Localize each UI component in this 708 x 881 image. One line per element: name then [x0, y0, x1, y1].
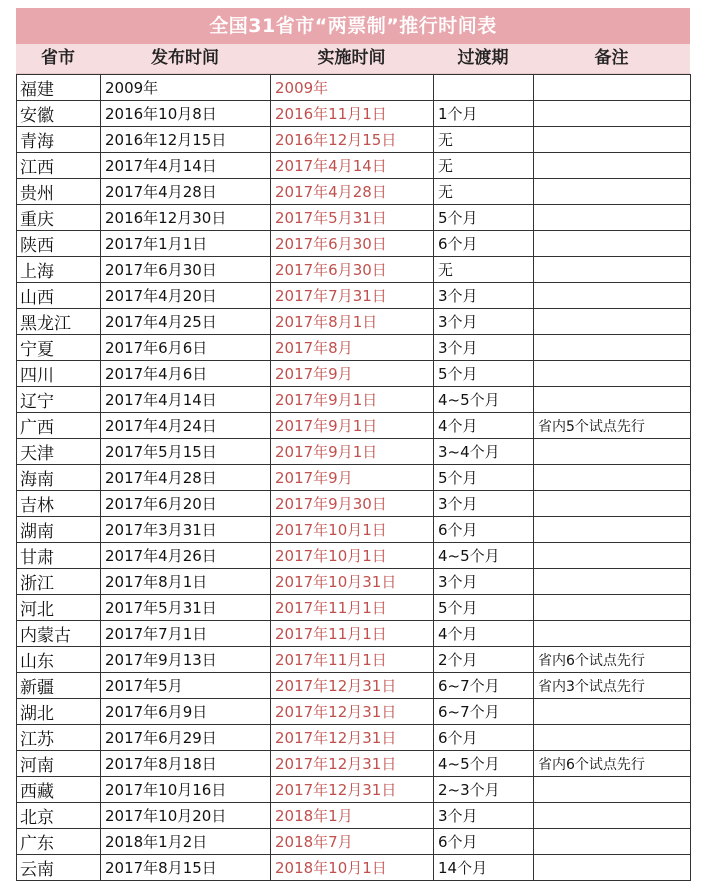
cell-publish-date: 2017年10月16日 — [101, 777, 271, 803]
cell-note — [534, 777, 691, 803]
schedule-sheet — [16, 8, 690, 881]
cell-note — [534, 855, 691, 881]
cell-publish-date: 2017年6月6日 — [101, 335, 271, 361]
cell-province: 青海 — [17, 127, 101, 153]
table-row — [17, 153, 691, 179]
cell-note — [534, 75, 691, 101]
table-row — [17, 465, 691, 491]
table-row — [17, 361, 691, 387]
cell-publish-date: 2017年4月26日 — [101, 543, 271, 569]
cell-province: 山东 — [17, 647, 101, 673]
cell-implement-date: 2017年12月31日 — [271, 673, 434, 699]
cell-province: 西藏 — [17, 777, 101, 803]
cell-publish-date: 2017年7月1日 — [101, 621, 271, 647]
cell-publish-date: 2017年6月29日 — [101, 725, 271, 751]
table-title: 全国31省市“两票制”推行时间表 — [16, 8, 690, 44]
cell-note: 省内3个试点先行 — [534, 673, 691, 699]
cell-transition: 3个月 — [434, 335, 534, 361]
cell-transition: 3~4个月 — [434, 439, 534, 465]
cell-note — [534, 803, 691, 829]
cell-province: 内蒙古 — [17, 621, 101, 647]
table-row — [17, 205, 691, 231]
cell-publish-date: 2017年8月1日 — [101, 569, 271, 595]
cell-transition: 无 — [434, 153, 534, 179]
cell-publish-date: 2016年12月30日 — [101, 205, 271, 231]
cell-publish-date: 2017年4月14日 — [101, 153, 271, 179]
cell-province: 四川 — [17, 361, 101, 387]
table-row — [17, 725, 691, 751]
cell-transition: 3个月 — [434, 283, 534, 309]
cell-note: 省内5个试点先行 — [534, 413, 691, 439]
cell-implement-date: 2017年6月30日 — [271, 257, 434, 283]
cell-province: 广西 — [17, 413, 101, 439]
cell-publish-date: 2017年9月13日 — [101, 647, 271, 673]
cell-transition: 4~5个月 — [434, 387, 534, 413]
cell-publish-date: 2017年5月31日 — [101, 595, 271, 621]
cell-note — [534, 387, 691, 413]
cell-implement-date: 2018年7月 — [271, 829, 434, 855]
cell-implement-date: 2017年11月1日 — [271, 647, 434, 673]
table-row — [17, 751, 691, 777]
cell-transition: 5个月 — [434, 361, 534, 387]
cell-implement-date: 2017年11月1日 — [271, 595, 434, 621]
cell-transition: 4~5个月 — [434, 751, 534, 777]
cell-note — [534, 127, 691, 153]
cell-publish-date: 2017年8月18日 — [101, 751, 271, 777]
cell-implement-date: 2017年12月31日 — [271, 699, 434, 725]
table-row — [17, 387, 691, 413]
cell-transition: 5个月 — [434, 595, 534, 621]
cell-transition: 1个月 — [434, 101, 534, 127]
cell-implement-date: 2017年12月31日 — [271, 725, 434, 751]
cell-province: 广东 — [17, 829, 101, 855]
cell-publish-date: 2017年4月24日 — [101, 413, 271, 439]
cell-publish-date: 2017年4月20日 — [101, 283, 271, 309]
table-row — [17, 75, 691, 101]
cell-implement-date: 2009年 — [271, 75, 434, 101]
cell-note — [534, 517, 691, 543]
cell-note — [534, 595, 691, 621]
cell-note — [534, 829, 691, 855]
cell-note: 省内6个试点先行 — [534, 751, 691, 777]
cell-transition: 4~5个月 — [434, 543, 534, 569]
cell-implement-date: 2017年9月1日 — [271, 413, 434, 439]
schedule-table — [16, 74, 691, 881]
cell-publish-date: 2017年4月6日 — [101, 361, 271, 387]
table-body — [17, 75, 691, 881]
table-row — [17, 335, 691, 361]
cell-publish-date: 2017年6月9日 — [101, 699, 271, 725]
cell-note — [534, 465, 691, 491]
cell-implement-date: 2017年4月14日 — [271, 153, 434, 179]
cell-province: 河北 — [17, 595, 101, 621]
table-row — [17, 413, 691, 439]
table-row — [17, 595, 691, 621]
cell-implement-date: 2018年1月 — [271, 803, 434, 829]
cell-note: 省内6个试点先行 — [534, 647, 691, 673]
cell-publish-date: 2017年8月15日 — [101, 855, 271, 881]
cell-province: 陕西 — [17, 231, 101, 257]
cell-transition: 无 — [434, 257, 534, 283]
cell-publish-date: 2017年6月30日 — [101, 257, 271, 283]
cell-note — [534, 101, 691, 127]
cell-transition: 6个月 — [434, 725, 534, 751]
cell-note — [534, 543, 691, 569]
cell-province: 吉林 — [17, 491, 101, 517]
cell-implement-date: 2017年7月31日 — [271, 283, 434, 309]
cell-implement-date: 2017年9月 — [271, 465, 434, 491]
table-row — [17, 621, 691, 647]
cell-implement-date: 2017年12月31日 — [271, 751, 434, 777]
cell-publish-date: 2017年4月28日 — [101, 179, 271, 205]
cell-transition: 3个月 — [434, 309, 534, 335]
cell-implement-date: 2017年11月1日 — [271, 621, 434, 647]
cell-publish-date: 2016年10月8日 — [101, 101, 271, 127]
table-row — [17, 673, 691, 699]
cell-publish-date: 2009年 — [101, 75, 271, 101]
cell-implement-date: 2017年9月1日 — [271, 387, 434, 413]
cell-province: 重庆 — [17, 205, 101, 231]
table-row — [17, 257, 691, 283]
table-row — [17, 309, 691, 335]
cell-transition: 5个月 — [434, 205, 534, 231]
cell-transition: 6~7个月 — [434, 673, 534, 699]
cell-note — [534, 335, 691, 361]
cell-province: 北京 — [17, 803, 101, 829]
table-row — [17, 855, 691, 881]
cell-note — [534, 439, 691, 465]
cell-province: 贵州 — [17, 179, 101, 205]
cell-note — [534, 231, 691, 257]
cell-implement-date: 2017年10月31日 — [271, 569, 434, 595]
cell-province: 安徽 — [17, 101, 101, 127]
cell-implement-date: 2017年10月1日 — [271, 517, 434, 543]
table-row — [17, 517, 691, 543]
table-row — [17, 283, 691, 309]
cell-note — [534, 179, 691, 205]
cell-province: 浙江 — [17, 569, 101, 595]
cell-note — [534, 309, 691, 335]
cell-transition: 3个月 — [434, 569, 534, 595]
cell-note — [534, 153, 691, 179]
cell-province: 黑龙江 — [17, 309, 101, 335]
cell-publish-date: 2017年1月1日 — [101, 231, 271, 257]
cell-transition: 4个月 — [434, 621, 534, 647]
cell-transition: 6~7个月 — [434, 699, 534, 725]
cell-implement-date: 2017年5月31日 — [271, 205, 434, 231]
cell-implement-date: 2017年10月1日 — [271, 543, 434, 569]
cell-implement-date: 2017年9月1日 — [271, 439, 434, 465]
cell-transition: 4个月 — [434, 413, 534, 439]
cell-publish-date: 2017年6月20日 — [101, 491, 271, 517]
cell-publish-date: 2016年12月15日 — [101, 127, 271, 153]
cell-province: 河南 — [17, 751, 101, 777]
cell-publish-date: 2017年5月15日 — [101, 439, 271, 465]
cell-transition: 3个月 — [434, 803, 534, 829]
table-row — [17, 127, 691, 153]
cell-transition: 2~3个月 — [434, 777, 534, 803]
header-row — [16, 44, 690, 74]
cell-implement-date: 2016年12月15日 — [271, 127, 434, 153]
table-row — [17, 777, 691, 803]
cell-implement-date: 2017年12月31日 — [271, 777, 434, 803]
cell-transition: 14个月 — [434, 855, 534, 881]
header-province: 省市 — [41, 48, 75, 68]
cell-note — [534, 491, 691, 517]
cell-implement-date: 2017年8月 — [271, 335, 434, 361]
cell-publish-date: 2017年4月14日 — [101, 387, 271, 413]
cell-transition: 6个月 — [434, 231, 534, 257]
cell-transition — [434, 75, 534, 101]
table-row — [17, 439, 691, 465]
table-row — [17, 699, 691, 725]
cell-publish-date: 2017年3月31日 — [101, 517, 271, 543]
cell-province: 宁夏 — [17, 335, 101, 361]
cell-transition: 5个月 — [434, 465, 534, 491]
cell-implement-date: 2017年4月28日 — [271, 179, 434, 205]
cell-province: 辽宁 — [17, 387, 101, 413]
cell-publish-date: 2017年10月20日 — [101, 803, 271, 829]
cell-province: 甘肃 — [17, 543, 101, 569]
cell-note — [534, 257, 691, 283]
header-note: 备注 — [594, 48, 629, 68]
cell-note — [534, 569, 691, 595]
cell-note — [534, 205, 691, 231]
cell-province: 上海 — [17, 257, 101, 283]
cell-implement-date: 2017年9月 — [271, 361, 434, 387]
cell-province: 天津 — [17, 439, 101, 465]
cell-transition: 2个月 — [434, 647, 534, 673]
cell-implement-date: 2018年10月1日 — [271, 855, 434, 881]
cell-province: 湖南 — [17, 517, 101, 543]
cell-transition: 无 — [434, 127, 534, 153]
table-row — [17, 569, 691, 595]
cell-province: 福建 — [17, 75, 101, 101]
table-row — [17, 491, 691, 517]
table-row — [17, 829, 691, 855]
cell-implement-date: 2016年11月1日 — [271, 101, 434, 127]
cell-implement-date: 2017年9月30日 — [271, 491, 434, 517]
cell-implement-date: 2017年6月30日 — [271, 231, 434, 257]
cell-publish-date: 2018年1月2日 — [101, 829, 271, 855]
table-row — [17, 179, 691, 205]
table-row — [17, 803, 691, 829]
header-implement-date: 实施时间 — [317, 48, 386, 68]
cell-publish-date: 2017年4月25日 — [101, 309, 271, 335]
header-publish-date: 发布时间 — [151, 48, 219, 68]
cell-province: 湖北 — [17, 699, 101, 725]
cell-province: 海南 — [17, 465, 101, 491]
cell-note — [534, 699, 691, 725]
cell-province: 新疆 — [17, 673, 101, 699]
cell-transition: 3个月 — [434, 491, 534, 517]
header-transition: 过渡期 — [457, 48, 509, 68]
cell-publish-date: 2017年4月28日 — [101, 465, 271, 491]
cell-implement-date: 2017年8月1日 — [271, 309, 434, 335]
cell-note — [534, 283, 691, 309]
table-row — [17, 543, 691, 569]
cell-transition: 无 — [434, 179, 534, 205]
cell-note — [534, 361, 691, 387]
cell-publish-date: 2017年5月 — [101, 673, 271, 699]
table-row — [17, 231, 691, 257]
table-row — [17, 101, 691, 127]
cell-province: 江苏 — [17, 725, 101, 751]
cell-note — [534, 725, 691, 751]
cell-province: 江西 — [17, 153, 101, 179]
cell-province: 云南 — [17, 855, 101, 881]
cell-transition: 6个月 — [434, 517, 534, 543]
cell-transition: 6个月 — [434, 829, 534, 855]
cell-province: 山西 — [17, 283, 101, 309]
table-row — [17, 647, 691, 673]
cell-note — [534, 621, 691, 647]
